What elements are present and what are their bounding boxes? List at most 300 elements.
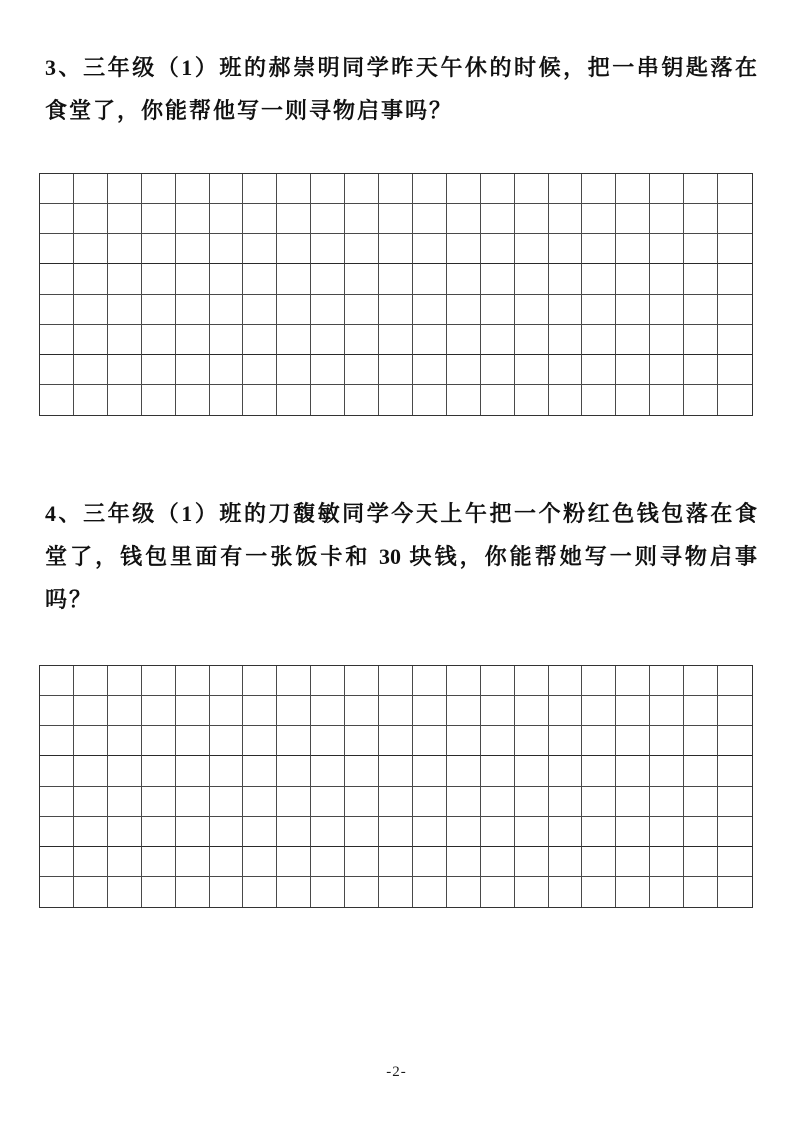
grid-cell[interactable]: [684, 696, 718, 726]
grid-cell[interactable]: [616, 174, 650, 204]
grid-cell[interactable]: [650, 204, 684, 234]
grid-cell[interactable]: [108, 756, 142, 786]
grid-cell[interactable]: [684, 817, 718, 847]
grid-cell[interactable]: [379, 756, 413, 786]
grid-cell[interactable]: [718, 696, 752, 726]
grid-cell[interactable]: [549, 756, 583, 786]
grid-cell[interactable]: [40, 385, 74, 415]
grid-cell[interactable]: [176, 787, 210, 817]
grid-cell[interactable]: [515, 174, 549, 204]
grid-cell[interactable]: [176, 355, 210, 385]
grid-cell[interactable]: [210, 877, 244, 907]
grid-cell[interactable]: [243, 847, 277, 877]
grid-cell[interactable]: [40, 204, 74, 234]
grid-cell[interactable]: [142, 234, 176, 264]
grid-cell[interactable]: [243, 756, 277, 786]
grid-cell[interactable]: [108, 726, 142, 756]
grid-cell[interactable]: [74, 847, 108, 877]
grid-cell[interactable]: [40, 234, 74, 264]
grid-cell[interactable]: [718, 204, 752, 234]
grid-cell[interactable]: [243, 787, 277, 817]
grid-cell[interactable]: [176, 726, 210, 756]
grid-cell[interactable]: [413, 174, 447, 204]
grid-cell[interactable]: [650, 877, 684, 907]
grid-cell[interactable]: [40, 174, 74, 204]
grid-cell[interactable]: [413, 234, 447, 264]
grid-cell[interactable]: [616, 355, 650, 385]
grid-cell[interactable]: [718, 877, 752, 907]
grid-cell[interactable]: [582, 204, 616, 234]
grid-cell[interactable]: [40, 264, 74, 294]
grid-cell[interactable]: [243, 295, 277, 325]
grid-cell[interactable]: [176, 325, 210, 355]
grid-cell[interactable]: [40, 726, 74, 756]
grid-cell[interactable]: [379, 847, 413, 877]
grid-cell[interactable]: [582, 817, 616, 847]
grid-cell[interactable]: [616, 756, 650, 786]
grid-cell[interactable]: [345, 666, 379, 696]
grid-cell[interactable]: [74, 264, 108, 294]
grid-cell[interactable]: [142, 174, 176, 204]
grid-cell[interactable]: [515, 325, 549, 355]
grid-cell[interactable]: [142, 817, 176, 847]
grid-cell[interactable]: [108, 847, 142, 877]
grid-cell[interactable]: [549, 264, 583, 294]
grid-cell[interactable]: [176, 847, 210, 877]
grid-cell[interactable]: [650, 756, 684, 786]
grid-cell[interactable]: [582, 696, 616, 726]
grid-cell[interactable]: [277, 234, 311, 264]
grid-cell[interactable]: [582, 787, 616, 817]
grid-cell[interactable]: [345, 355, 379, 385]
grid-cell[interactable]: [40, 787, 74, 817]
grid-cell[interactable]: [447, 666, 481, 696]
grid-cell[interactable]: [142, 385, 176, 415]
grid-cell[interactable]: [582, 174, 616, 204]
grid-cell[interactable]: [142, 756, 176, 786]
grid-cell[interactable]: [176, 264, 210, 294]
grid-cell[interactable]: [311, 817, 345, 847]
grid-cell[interactable]: [413, 726, 447, 756]
grid-cell[interactable]: [413, 877, 447, 907]
grid-cell[interactable]: [243, 696, 277, 726]
grid-cell[interactable]: [379, 174, 413, 204]
grid-cell[interactable]: [481, 325, 515, 355]
grid-cell[interactable]: [549, 325, 583, 355]
grid-cell[interactable]: [549, 787, 583, 817]
grid-cell[interactable]: [515, 355, 549, 385]
grid-cell[interactable]: [413, 325, 447, 355]
grid-cell[interactable]: [379, 787, 413, 817]
grid-cell[interactable]: [413, 385, 447, 415]
grid-cell[interactable]: [345, 787, 379, 817]
grid-cell[interactable]: [311, 174, 345, 204]
grid-cell[interactable]: [549, 666, 583, 696]
grid-cell[interactable]: [108, 877, 142, 907]
grid-cell[interactable]: [549, 204, 583, 234]
grid-cell[interactable]: [481, 696, 515, 726]
grid-cell[interactable]: [447, 295, 481, 325]
grid-cell[interactable]: [447, 847, 481, 877]
grid-cell[interactable]: [549, 295, 583, 325]
grid-cell[interactable]: [549, 355, 583, 385]
grid-cell[interactable]: [345, 726, 379, 756]
grid-cell[interactable]: [515, 295, 549, 325]
grid-cell[interactable]: [40, 355, 74, 385]
grid-cell[interactable]: [447, 174, 481, 204]
grid-cell[interactable]: [210, 385, 244, 415]
grid-cell[interactable]: [413, 355, 447, 385]
grid-cell[interactable]: [718, 295, 752, 325]
grid-cell[interactable]: [379, 204, 413, 234]
grid-cell[interactable]: [447, 787, 481, 817]
grid-cell[interactable]: [582, 756, 616, 786]
grid-cell[interactable]: [718, 726, 752, 756]
grid-cell[interactable]: [277, 817, 311, 847]
grid-cell[interactable]: [549, 174, 583, 204]
grid-cell[interactable]: [277, 726, 311, 756]
grid-cell[interactable]: [582, 847, 616, 877]
grid-cell[interactable]: [447, 696, 481, 726]
grid-cell[interactable]: [413, 787, 447, 817]
grid-cell[interactable]: [40, 756, 74, 786]
grid-cell[interactable]: [176, 817, 210, 847]
grid-cell[interactable]: [582, 666, 616, 696]
grid-cell[interactable]: [311, 295, 345, 325]
grid-cell[interactable]: [447, 877, 481, 907]
grid-cell[interactable]: [210, 355, 244, 385]
grid-cell[interactable]: [481, 234, 515, 264]
grid-cell[interactable]: [481, 817, 515, 847]
grid-cell[interactable]: [582, 325, 616, 355]
grid-cell[interactable]: [447, 726, 481, 756]
grid-cell[interactable]: [345, 204, 379, 234]
grid-cell[interactable]: [379, 264, 413, 294]
grid-cell[interactable]: [718, 385, 752, 415]
grid-cell[interactable]: [277, 385, 311, 415]
grid-cell[interactable]: [108, 174, 142, 204]
grid-cell[interactable]: [311, 355, 345, 385]
grid-cell[interactable]: [176, 666, 210, 696]
grid-cell[interactable]: [345, 847, 379, 877]
grid-cell[interactable]: [616, 787, 650, 817]
grid-cell[interactable]: [210, 204, 244, 234]
grid-cell[interactable]: [243, 204, 277, 234]
grid-cell[interactable]: [243, 174, 277, 204]
grid-cell[interactable]: [481, 264, 515, 294]
grid-cell[interactable]: [345, 756, 379, 786]
grid-cell[interactable]: [311, 325, 345, 355]
grid-cell[interactable]: [243, 726, 277, 756]
grid-cell[interactable]: [515, 666, 549, 696]
grid-cell[interactable]: [413, 295, 447, 325]
grid-cell[interactable]: [650, 385, 684, 415]
grid-cell[interactable]: [176, 756, 210, 786]
grid-cell[interactable]: [40, 325, 74, 355]
grid-cell[interactable]: [650, 696, 684, 726]
grid-cell[interactable]: [684, 787, 718, 817]
grid-cell[interactable]: [582, 355, 616, 385]
grid-cell[interactable]: [277, 174, 311, 204]
grid-cell[interactable]: [345, 696, 379, 726]
grid-cell[interactable]: [142, 204, 176, 234]
grid-cell[interactable]: [616, 204, 650, 234]
grid-cell[interactable]: [277, 355, 311, 385]
grid-cell[interactable]: [277, 847, 311, 877]
grid-cell[interactable]: [684, 264, 718, 294]
grid-cell[interactable]: [684, 234, 718, 264]
grid-cell[interactable]: [379, 726, 413, 756]
grid-cell[interactable]: [142, 787, 176, 817]
grid-cell[interactable]: [481, 355, 515, 385]
grid-cell[interactable]: [684, 847, 718, 877]
grid-cell[interactable]: [515, 385, 549, 415]
grid-cell[interactable]: [345, 817, 379, 847]
grid-cell[interactable]: [481, 787, 515, 817]
grid-cell[interactable]: [447, 234, 481, 264]
grid-cell[interactable]: [40, 696, 74, 726]
grid-cell[interactable]: [311, 264, 345, 294]
grid-cell[interactable]: [481, 295, 515, 325]
grid-cell[interactable]: [684, 726, 718, 756]
grid-cell[interactable]: [718, 234, 752, 264]
grid-cell[interactable]: [413, 847, 447, 877]
grid-cell[interactable]: [718, 264, 752, 294]
grid-cell[interactable]: [142, 295, 176, 325]
grid-cell[interactable]: [447, 204, 481, 234]
grid-cell[interactable]: [650, 325, 684, 355]
grid-cell[interactable]: [379, 234, 413, 264]
grid-cell[interactable]: [176, 174, 210, 204]
grid-cell[interactable]: [311, 726, 345, 756]
grid-cell[interactable]: [74, 295, 108, 325]
grid-cell[interactable]: [549, 696, 583, 726]
grid-cell[interactable]: [74, 204, 108, 234]
grid-cell[interactable]: [582, 295, 616, 325]
grid-cell[interactable]: [447, 325, 481, 355]
grid-cell[interactable]: [142, 264, 176, 294]
grid-cell[interactable]: [311, 756, 345, 786]
grid-cell[interactable]: [311, 696, 345, 726]
grid-cell[interactable]: [515, 726, 549, 756]
grid-cell[interactable]: [176, 877, 210, 907]
grid-cell[interactable]: [142, 877, 176, 907]
grid-cell[interactable]: [345, 877, 379, 907]
grid-cell[interactable]: [413, 756, 447, 786]
grid-cell[interactable]: [718, 355, 752, 385]
grid-cell[interactable]: [311, 385, 345, 415]
grid-cell[interactable]: [142, 726, 176, 756]
grid-cell[interactable]: [447, 264, 481, 294]
grid-cell[interactable]: [515, 756, 549, 786]
grid-cell[interactable]: [108, 355, 142, 385]
grid-cell[interactable]: [379, 355, 413, 385]
grid-cell[interactable]: [684, 204, 718, 234]
grid-cell[interactable]: [616, 666, 650, 696]
grid-cell[interactable]: [176, 696, 210, 726]
grid-cell[interactable]: [549, 817, 583, 847]
grid-cell[interactable]: [684, 355, 718, 385]
grid-cell[interactable]: [650, 234, 684, 264]
grid-cell[interactable]: [243, 666, 277, 696]
grid-cell[interactable]: [515, 264, 549, 294]
grid-cell[interactable]: [74, 756, 108, 786]
grid-cell[interactable]: [345, 174, 379, 204]
grid-cell[interactable]: [413, 204, 447, 234]
grid-cell[interactable]: [210, 666, 244, 696]
grid-cell[interactable]: [210, 264, 244, 294]
grid-cell[interactable]: [176, 204, 210, 234]
grid-cell[interactable]: [277, 756, 311, 786]
grid-cell[interactable]: [108, 264, 142, 294]
grid-cell[interactable]: [650, 817, 684, 847]
grid-cell[interactable]: [379, 325, 413, 355]
grid-cell[interactable]: [616, 696, 650, 726]
grid-cell[interactable]: [481, 204, 515, 234]
grid-cell[interactable]: [650, 174, 684, 204]
grid-cell[interactable]: [176, 295, 210, 325]
grid-cell[interactable]: [549, 385, 583, 415]
grid-cell[interactable]: [108, 295, 142, 325]
grid-cell[interactable]: [176, 385, 210, 415]
grid-cell[interactable]: [379, 817, 413, 847]
grid-cell[interactable]: [515, 234, 549, 264]
grid-cell[interactable]: [549, 847, 583, 877]
grid-cell[interactable]: [481, 174, 515, 204]
grid-cell[interactable]: [515, 696, 549, 726]
grid-cell[interactable]: [549, 877, 583, 907]
grid-cell[interactable]: [243, 817, 277, 847]
grid-cell[interactable]: [311, 666, 345, 696]
grid-cell[interactable]: [142, 325, 176, 355]
grid-cell[interactable]: [108, 234, 142, 264]
grid-cell[interactable]: [210, 726, 244, 756]
grid-cell[interactable]: [74, 234, 108, 264]
grid-cell[interactable]: [108, 787, 142, 817]
grid-cell[interactable]: [379, 696, 413, 726]
grid-cell[interactable]: [108, 204, 142, 234]
grid-cell[interactable]: [210, 817, 244, 847]
grid-cell[interactable]: [311, 234, 345, 264]
grid-cell[interactable]: [515, 204, 549, 234]
grid-cell[interactable]: [210, 847, 244, 877]
grid-cell[interactable]: [684, 877, 718, 907]
grid-cell[interactable]: [277, 264, 311, 294]
grid-cell[interactable]: [481, 877, 515, 907]
grid-cell[interactable]: [582, 234, 616, 264]
grid-cell[interactable]: [718, 847, 752, 877]
grid-cell[interactable]: [718, 325, 752, 355]
grid-cell[interactable]: [650, 847, 684, 877]
grid-cell[interactable]: [379, 877, 413, 907]
grid-cell[interactable]: [684, 666, 718, 696]
grid-cell[interactable]: [210, 325, 244, 355]
grid-cell[interactable]: [210, 295, 244, 325]
grid-cell[interactable]: [277, 295, 311, 325]
grid-cell[interactable]: [616, 847, 650, 877]
grid-cell[interactable]: [40, 295, 74, 325]
grid-cell[interactable]: [74, 325, 108, 355]
grid-cell[interactable]: [379, 385, 413, 415]
grid-cell[interactable]: [345, 295, 379, 325]
grid-cell[interactable]: [74, 726, 108, 756]
grid-cell[interactable]: [481, 666, 515, 696]
grid-cell[interactable]: [142, 355, 176, 385]
grid-cell[interactable]: [650, 355, 684, 385]
grid-cell[interactable]: [243, 355, 277, 385]
grid-cell[interactable]: [243, 325, 277, 355]
grid-cell[interactable]: [108, 325, 142, 355]
grid-cell[interactable]: [447, 355, 481, 385]
grid-cell[interactable]: [379, 666, 413, 696]
grid-cell[interactable]: [684, 385, 718, 415]
grid-cell[interactable]: [515, 847, 549, 877]
grid-cell[interactable]: [718, 817, 752, 847]
grid-cell[interactable]: [481, 756, 515, 786]
grid-cell[interactable]: [108, 696, 142, 726]
grid-cell[interactable]: [74, 696, 108, 726]
grid-cell[interactable]: [243, 385, 277, 415]
grid-cell[interactable]: [345, 325, 379, 355]
grid-cell[interactable]: [515, 877, 549, 907]
grid-cell[interactable]: [40, 847, 74, 877]
grid-cell[interactable]: [616, 234, 650, 264]
grid-cell[interactable]: [74, 355, 108, 385]
grid-cell[interactable]: [616, 325, 650, 355]
grid-cell[interactable]: [210, 174, 244, 204]
grid-cell[interactable]: [210, 234, 244, 264]
grid-cell[interactable]: [379, 295, 413, 325]
grid-cell[interactable]: [176, 234, 210, 264]
grid-cell[interactable]: [311, 204, 345, 234]
grid-cell[interactable]: [243, 234, 277, 264]
grid-cell[interactable]: [210, 756, 244, 786]
grid-cell[interactable]: [277, 877, 311, 907]
grid-cell[interactable]: [74, 787, 108, 817]
grid-cell[interactable]: [108, 666, 142, 696]
grid-cell[interactable]: [277, 696, 311, 726]
grid-cell[interactable]: [108, 385, 142, 415]
grid-cell[interactable]: [447, 385, 481, 415]
grid-cell[interactable]: [277, 204, 311, 234]
grid-cell[interactable]: [549, 726, 583, 756]
grid-cell[interactable]: [74, 877, 108, 907]
grid-cell[interactable]: [210, 696, 244, 726]
grid-cell[interactable]: [650, 264, 684, 294]
grid-cell[interactable]: [718, 787, 752, 817]
grid-cell[interactable]: [142, 666, 176, 696]
grid-cell[interactable]: [718, 756, 752, 786]
grid-cell[interactable]: [582, 264, 616, 294]
grid-cell[interactable]: [616, 817, 650, 847]
grid-cell[interactable]: [718, 174, 752, 204]
grid-cell[interactable]: [582, 877, 616, 907]
grid-cell[interactable]: [40, 877, 74, 907]
grid-cell[interactable]: [345, 385, 379, 415]
grid-cell[interactable]: [481, 726, 515, 756]
grid-cell[interactable]: [684, 174, 718, 204]
grid-cell[interactable]: [447, 817, 481, 847]
grid-cell[interactable]: [40, 666, 74, 696]
grid-cell[interactable]: [616, 264, 650, 294]
grid-cell[interactable]: [447, 756, 481, 786]
grid-cell[interactable]: [650, 726, 684, 756]
grid-cell[interactable]: [684, 325, 718, 355]
grid-cell[interactable]: [616, 726, 650, 756]
grid-cell[interactable]: [74, 817, 108, 847]
grid-cell[interactable]: [515, 817, 549, 847]
grid-cell[interactable]: [243, 877, 277, 907]
